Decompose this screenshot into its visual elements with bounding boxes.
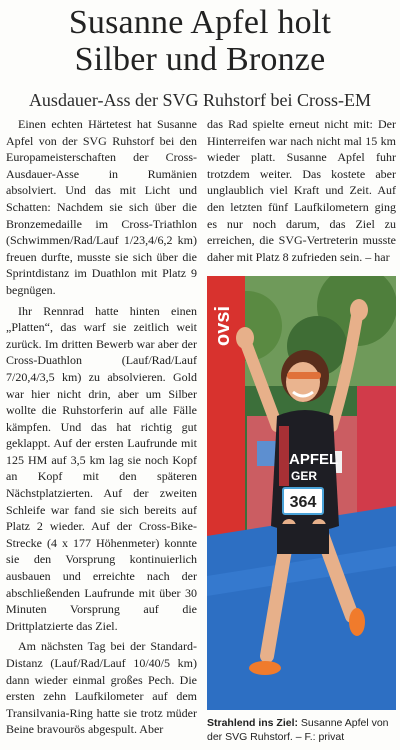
- paragraph-2: Ihr Rennrad hatte hinten einen „Platten“, das warf sie zeitlich weit zurück. Im dritten Bewerb war aber der Cross-Duathlon (Lauf/Rad/Lauf 7/20,4/3,5 km) zu absolvieren. Gold war hier nicht drin, aber um Silber wollte die Ruhstorferin auf alle Fälle kämpfen. Und das hat richtig gut geklappt. Auf der ersten Laufrunde mit 125 HM auf 3,5 km lag sie noch Kopf an Kopf mit den späteren Nächstplatzierten. Auf der zweiten Schleife war fand sie sich bereits auf Platz 2 wieder. Auf der Cross-Bike-Strecke (4 x 177 Höhenmeter) konnte sie den Vorsprung kontinuierlich ausbauen und erreichte nach der abschließenden Laufrunde mit über 30 Minuten Vorsprung auf die Drittplatzierte das Ziel.: [6, 303, 197, 633]
- photo-caption: [207, 716, 396, 744]
- bib-number: 364: [289, 494, 317, 511]
- athlete-photo: [207, 276, 396, 710]
- photo-credit: – F.: privat: [292, 731, 345, 743]
- article-column-right: [207, 116, 396, 269]
- paragraph-continued-text: das Rad spielte erneut nicht mit: Der Hinterreifen war nach nicht mal 15 km wieder platt. Susanne Apfel fuhr trotzdem weiter. Das kostete aber unglaublich viel Kraft und Zeit. Auf den letzten fünf Laufkilometern ging es nur noch darum, das Ziel zu erreichen, die SVG-Vertreterin musste daher mit Platz 8 zufrieden sein.: [207, 117, 396, 264]
- suit-country-text: GER: [291, 469, 318, 483]
- caption-lead: Strahlend ins Ziel:: [207, 717, 299, 729]
- caption-text: Susanne Apfel von der SVG Ruhstorf.: [207, 717, 389, 743]
- headline-line-1: Susanne Apfel holt: [68, 4, 332, 41]
- suit-name-text: APFEL: [289, 451, 339, 468]
- paragraph-3: Am nächsten Tag bei der Standard-Distanz (Lauf/Rad/Lauf 10/40/5 km) dann wieder einmal großes Pech. Die ersten zehn Laufkilometer auf dem Transilvania-Ring hatte sie trotz müder Beine bravourös abgespult. Aber: [6, 639, 197, 737]
- author-signature: – har: [365, 249, 390, 264]
- headline-line-2: Silber und Bronze: [74, 41, 326, 78]
- athlete-photo-illustration: [207, 276, 396, 710]
- paragraph-continued: [207, 116, 396, 265]
- paragraph-1: Einen echten Härtetest hat Susanne Apfel von der SVG Ruhstorf bei den Europameisterschaften der Cross-Ausdauer-Asse in Rumänien absolviert. Und das mit Licht und Schatten: Nachdem sie sich über die Bronzemedaille im Cross-Triathlon (Schwimmen/Rad/Lauf 1/23,4/6,2 km) freuen durfte, musste sie sich über die Sprintdistanz im Duathlon mit Platz 9 begnügen.: [6, 117, 197, 297]
- article-subheadline: Ausdauer-Ass der SVG Ruhstorf bei Cross-EM: [28, 90, 372, 110]
- article-headline: [0, 4, 400, 78]
- article-column-left: [6, 116, 197, 742]
- banner-text: ovsi: [212, 305, 234, 346]
